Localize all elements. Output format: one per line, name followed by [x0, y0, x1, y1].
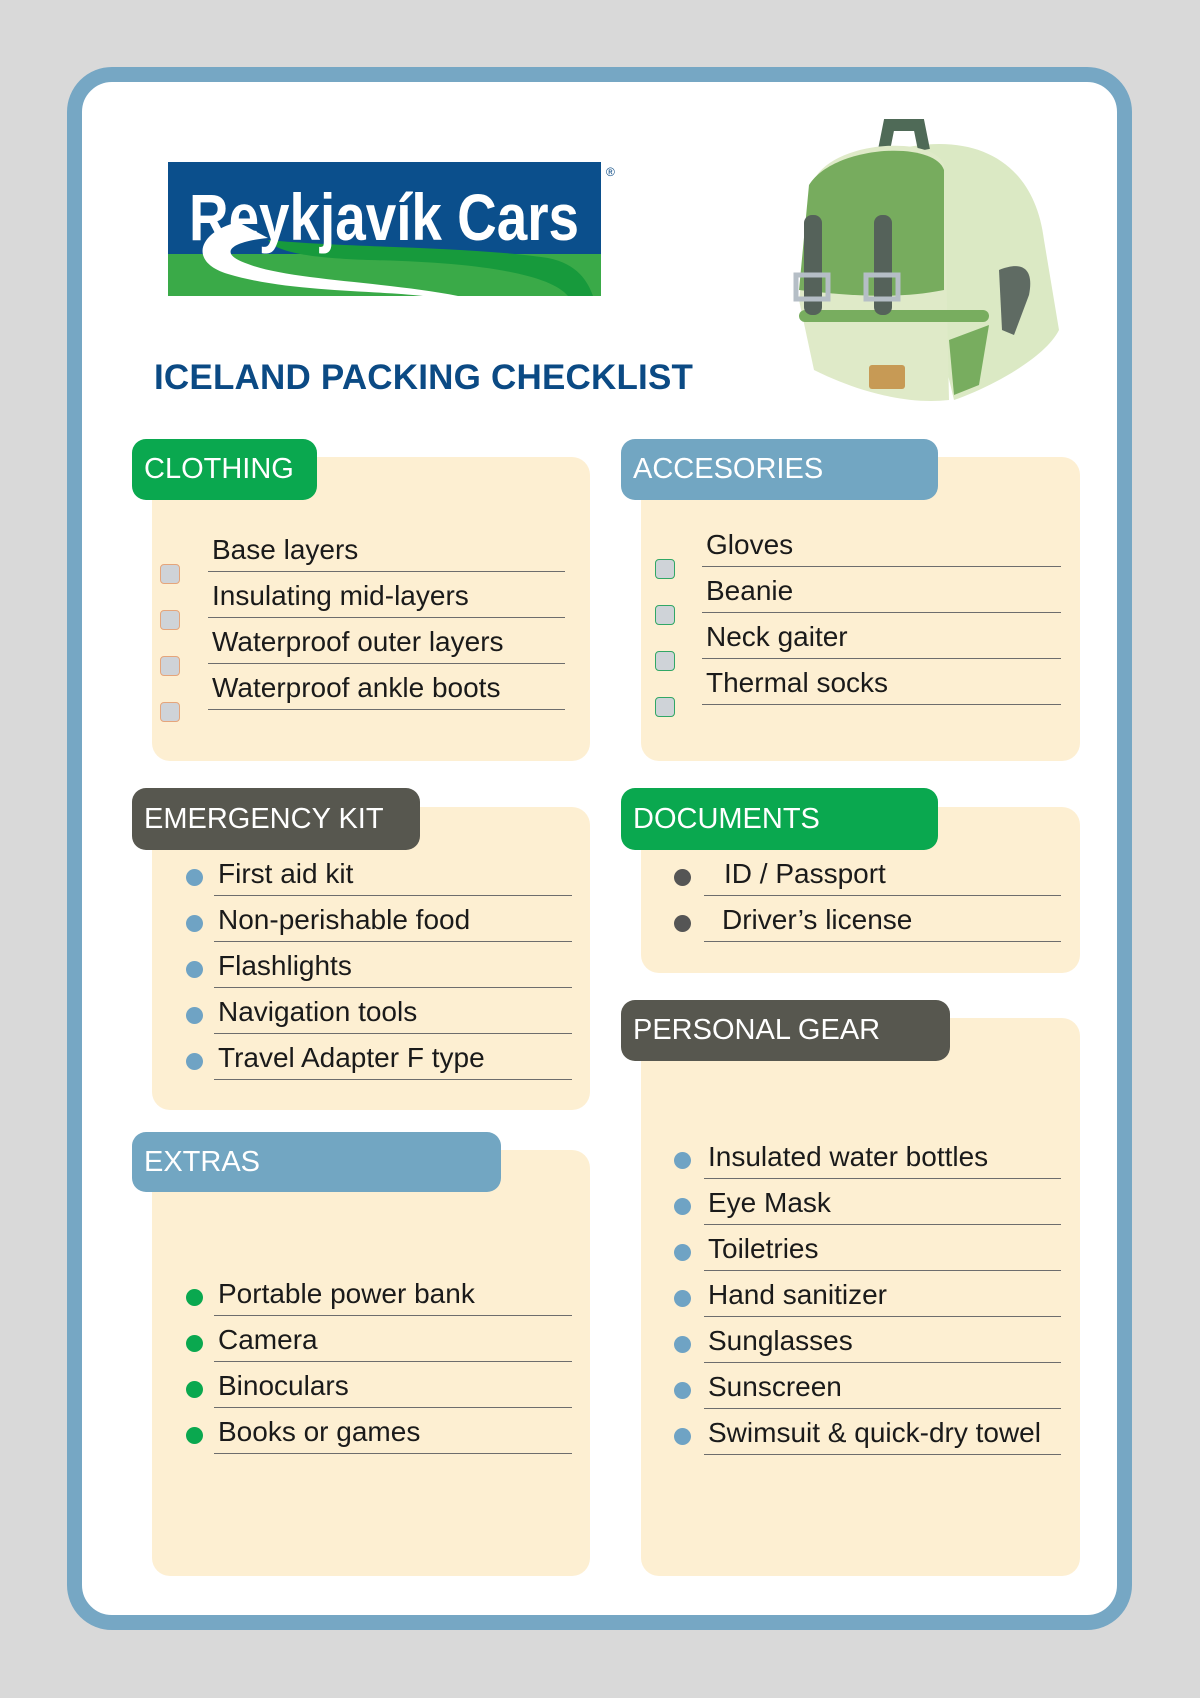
list-item[interactable]: Toiletries: [674, 1225, 1061, 1271]
list-item[interactable]: Books or games: [186, 1408, 572, 1454]
extras-list: [186, 1270, 572, 1454]
bullet-icon: [186, 915, 203, 932]
clothing-list: [160, 526, 565, 710]
documents-header: DOCUMENTS: [621, 788, 938, 850]
bullet-icon: [186, 869, 203, 886]
list-item[interactable]: Flashlights: [186, 942, 572, 988]
registered-mark: ®: [606, 165, 615, 179]
list-item[interactable]: Swimsuit & quick-dry towel: [674, 1409, 1061, 1455]
bullet-icon: [674, 869, 691, 886]
logo-text: Reykjavík Cars: [189, 180, 579, 254]
list-item[interactable]: Gloves: [655, 521, 1061, 567]
list-item[interactable]: Binoculars: [186, 1362, 572, 1408]
bullet-icon: [674, 1198, 691, 1215]
list-item[interactable]: Portable power bank: [186, 1270, 572, 1316]
list-item[interactable]: First aid kit: [186, 850, 572, 896]
bullet-icon: [186, 1335, 203, 1352]
bullet-icon: [186, 1289, 203, 1306]
list-item[interactable]: Beanie: [655, 567, 1061, 613]
list-item[interactable]: Hand sanitizer: [674, 1271, 1061, 1317]
extras-header: EXTRAS: [132, 1132, 501, 1192]
bullet-icon: [674, 1382, 691, 1399]
bullet-icon: [186, 1427, 203, 1444]
bullet-icon: [674, 1290, 691, 1307]
list-item[interactable]: Waterproof outer layers: [160, 618, 565, 664]
list-item[interactable]: Neck gaiter: [655, 613, 1061, 659]
list-item[interactable]: Non-perishable food: [186, 896, 572, 942]
personal-gear-list: [674, 1133, 1061, 1455]
bullet-icon: [186, 961, 203, 978]
list-item[interactable]: ID / Passport: [674, 850, 1061, 896]
checkbox[interactable]: [655, 697, 675, 717]
checkbox[interactable]: [160, 702, 180, 722]
page-title: ICELAND PACKING CHECKLIST: [154, 358, 694, 397]
bullet-icon: [186, 1381, 203, 1398]
bullet-icon: [674, 1152, 691, 1169]
list-item[interactable]: Sunscreen: [674, 1363, 1061, 1409]
bullet-icon: [186, 1053, 203, 1070]
list-item[interactable]: Navigation tools: [186, 988, 572, 1034]
list-item[interactable]: Sunglasses: [674, 1317, 1061, 1363]
documents-list: [674, 850, 1061, 942]
bullet-icon: [674, 1428, 691, 1445]
clothing-header: CLOTHING: [132, 439, 317, 500]
list-item[interactable]: Eye Mask: [674, 1179, 1061, 1225]
accessories-list: [655, 521, 1061, 705]
backpack-illustration: [774, 120, 1074, 415]
personal-gear-header: PERSONAL GEAR: [621, 1000, 950, 1061]
bullet-icon: [674, 1336, 691, 1353]
bullet-icon: [674, 1244, 691, 1261]
reykjavik-cars-logo: [168, 162, 601, 296]
emergency-header: EMERGENCY KIT: [132, 788, 420, 850]
list-item[interactable]: Insulating mid-layers: [160, 572, 565, 618]
list-item[interactable]: Base layers: [160, 526, 565, 572]
list-item[interactable]: Driver’s license: [674, 896, 1061, 942]
list-item[interactable]: Insulated water bottles: [674, 1133, 1061, 1179]
list-item[interactable]: Camera: [186, 1316, 572, 1362]
list-item[interactable]: Waterproof ankle boots: [160, 664, 565, 710]
bullet-icon: [674, 915, 691, 932]
emergency-list: [186, 850, 572, 1080]
list-item[interactable]: Thermal socks: [655, 659, 1061, 705]
bullet-icon: [186, 1007, 203, 1024]
list-item[interactable]: Travel Adapter F type: [186, 1034, 572, 1080]
accessories-header: ACCESORIES: [621, 439, 938, 500]
